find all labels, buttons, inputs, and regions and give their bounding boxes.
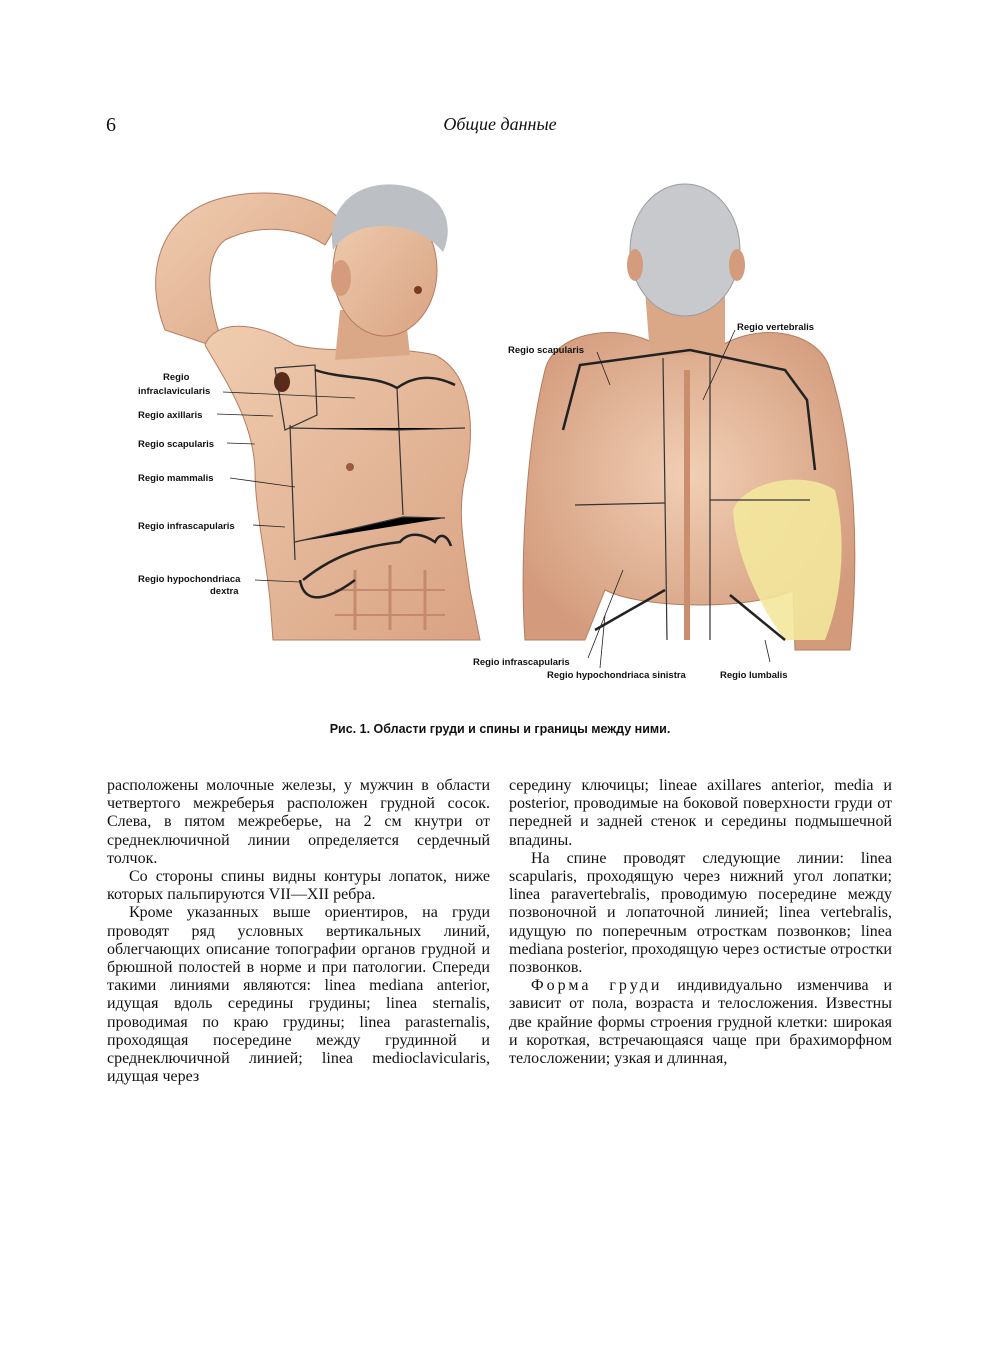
label-hypochondriaca-dextra: Regio hypochondriaca: [138, 574, 241, 585]
paragraph: расположены молочные железы, у мужчин в области четвертого межреберья расположен грудной сосок. Слева, в пятом межреберье, на 2 см кнутри от среднеключичной линии определяется сердечный толчок.: [107, 777, 490, 867]
label-regio: Regio: [163, 372, 190, 383]
text-column-right: [509, 777, 892, 1068]
label-dextra: dextra: [210, 586, 239, 597]
label-infrascapularis-back: Regio infrascapularis: [473, 657, 570, 668]
page-number: 6: [106, 114, 116, 136]
anatomy-illustration: [105, 170, 895, 690]
text-column-left: [107, 777, 490, 1086]
running-title: Общие данные: [443, 114, 557, 134]
spaced-term: Форма груди: [531, 977, 663, 995]
paragraph: Кроме указанных выше ориентиров, на груди проводят ряд условных вертикальных линий, облегчающих описание топографии органов грудной и брюшной полостей в норме и при патологии. Спереди такими линиями являются: linea mediana anterior, идущая вдоль середины грудины; linea sternalis, проводимая по краю грудины; linea parasternalis, проходящая посередине между грудинной и среднеключичной линией; linea medioclavicularis, идущая через: [107, 904, 490, 1086]
front-torso-figure: [138, 184, 480, 640]
figure-caption: Рис. 1. Области груди и спины и границы между ними.: [329, 722, 671, 736]
paragraph: середину ключицы; lineae axillares anterior, media и posterior, проводимые на боковой поверхности груди от передней и задней стенок и середины подмышечной впадины.: [509, 777, 892, 849]
paragraph: Со стороны спины видны контуры лопаток, ниже которых пальпируются VII—XII ребра.: [107, 868, 490, 904]
label-hypochondriaca-sinistra: Regio hypochondriaca sinistra: [547, 670, 686, 681]
anatomy-figure: [105, 170, 895, 690]
label-axillaris: Regio axillaris: [138, 410, 203, 421]
label-mammalis: Regio mammalis: [138, 473, 214, 484]
label-lumbalis: Regio lumbalis: [720, 670, 788, 681]
label-vertebralis: Regio vertebralis: [737, 322, 815, 333]
label-infraclavicularis: infraclavicularis: [138, 386, 211, 397]
label-scapularis-front: Regio scapularis: [138, 439, 215, 450]
label-infrascapularis-front: Regio infrascapularis: [138, 521, 235, 532]
paragraph: На спине проводят следующие линии: linea scapularis, проходящую через нижний угол лопатки; linea paravertebralis, проводимую посередине между позвоночной и лопаточной линией; linea vertebralis, идущую по поперечным отросткам позвонков; linea mediana posterior, проходящую через остистые отростки позвонков.: [509, 849, 892, 977]
back-torso-figure: [473, 184, 855, 681]
paragraph: [509, 977, 892, 1068]
label-scapularis-back: Regio scapularis: [508, 345, 585, 356]
paragraph-rest: индивидуально изменчива и зависит от пола, возраста и телосложения. Известны две крайние формы строения грудной клетки: широкая и короткая, встречающаяся чаще при брахиморфном телосложении; узкая и длинная,: [509, 977, 892, 1068]
